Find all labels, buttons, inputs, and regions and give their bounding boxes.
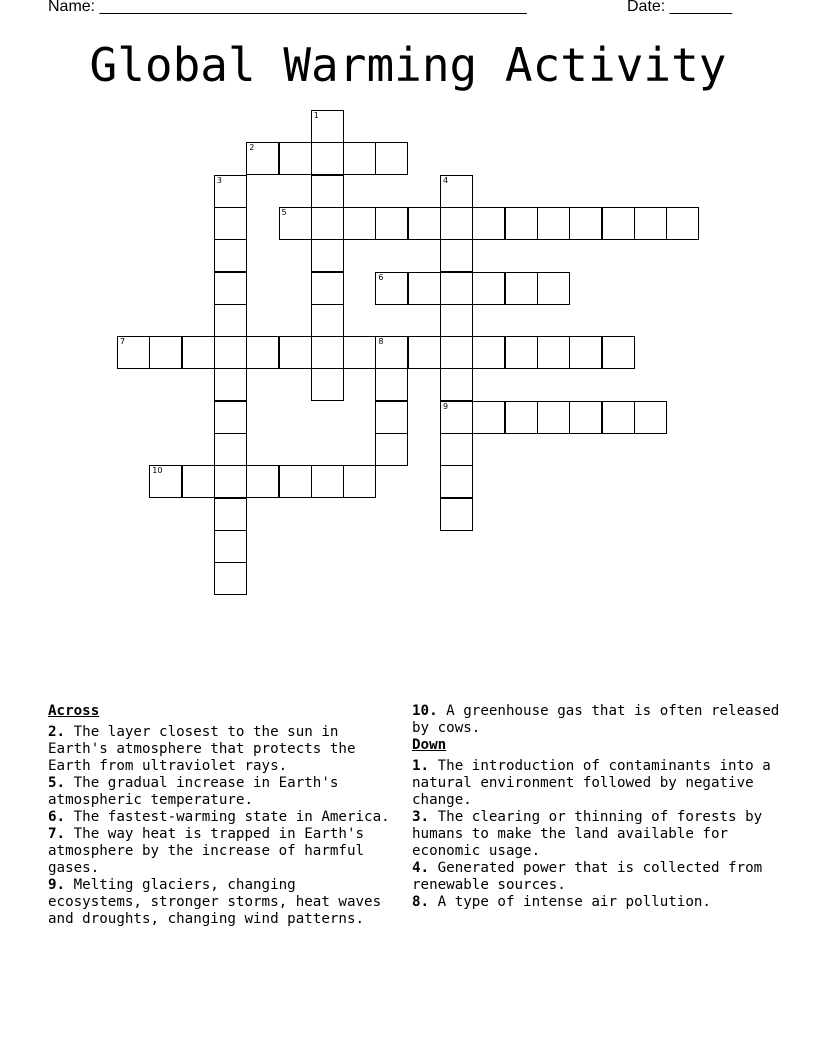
clue-text: A type of intense air pollution. [437,894,711,910]
grid-cell[interactable] [214,272,247,305]
clues-left-column [48,703,393,928]
clue-text: A greenhouse gas that is often released by cows. [412,703,780,736]
grid-cell[interactable] [408,336,441,369]
grid-cell[interactable] [279,465,312,498]
across-clue-6 [48,809,393,826]
clue-number: 2. [48,724,66,740]
grid-cell[interactable] [182,465,215,498]
grid-cell[interactable] [375,336,408,369]
clue-text: Generated power that is collected from renewable sources. [412,860,763,893]
clue-number: 5. [48,775,66,791]
cell-number: 10 [152,466,163,476]
grid-cell[interactable] [634,207,667,240]
clue-number: 3. [412,809,430,825]
grid-cell[interactable] [569,336,602,369]
grid-cell[interactable] [214,562,247,595]
grid-cell[interactable] [440,465,473,498]
grid-cell[interactable] [214,175,247,208]
clue-number: 6. [48,809,66,825]
grid-cell[interactable] [440,272,473,305]
grid-cell[interactable] [472,401,505,434]
grid-cell[interactable] [440,401,473,434]
clue-text: The way heat is trapped in Earth's atmosphere by the increase of harmful gases. [48,826,365,876]
grid-cell[interactable] [537,336,570,369]
grid-cell[interactable] [311,465,344,498]
clue-text: Melting glaciers, changing ecosystems, stronger storms, heat waves and droughts, changing wind patterns. [48,877,382,927]
grid-cell[interactable] [602,336,635,369]
clue-text: The layer closest to the sun in Earth's atmosphere that protects the Earth from ultraviolet rays. [48,724,356,774]
grid-cell[interactable] [214,530,247,563]
clue-number: 4. [412,860,430,876]
down-clue-3 [412,809,782,860]
grid-cell[interactable] [408,272,441,305]
grid-cell[interactable] [214,498,247,531]
across-heading: Across [48,703,100,719]
cell-number: 1 [313,111,319,120]
grid-cell[interactable] [602,401,635,434]
grid-cell[interactable] [375,272,408,305]
grid-cell[interactable] [311,175,344,208]
across-clue-5 [48,775,393,809]
clue-number: 10. [412,703,438,719]
grid-cell[interactable] [279,207,312,240]
clue-text: The fastest-warming state in America. [73,809,390,825]
grid-cell[interactable] [440,304,473,337]
grid-cell[interactable] [214,239,247,272]
grid-cell[interactable] [537,401,570,434]
grid-cell[interactable] [311,304,344,337]
grid-cell[interactable] [602,207,635,240]
grid-cell[interactable] [246,465,279,498]
grid-cell[interactable] [343,336,376,369]
clues-right-column [412,703,782,911]
grid-cell[interactable] [375,368,408,401]
grid-cell[interactable] [440,368,473,401]
cell-number: 7 [120,337,126,347]
grid-cell[interactable] [569,207,602,240]
clue-text: The gradual increase in Earth's atmospheric temperature. [48,775,339,808]
grid-cell[interactable] [440,175,473,208]
grid-cell[interactable] [246,336,279,369]
grid-cell[interactable] [666,207,699,240]
grid-cell[interactable] [343,465,376,498]
grid-cell[interactable] [311,207,344,240]
cell-number: 5 [281,207,287,217]
grid-cell[interactable] [279,336,312,369]
across-clue-2 [48,724,393,775]
down-clue-4 [412,860,782,894]
grid-cell[interactable] [472,272,505,305]
grid-cell[interactable] [311,336,344,369]
grid-cell[interactable] [214,304,247,337]
cell-number: 9 [443,401,449,411]
grid-cell[interactable] [505,272,538,305]
across-clue-9 [48,877,393,928]
clue-number: 9. [48,877,66,893]
grid-cell[interactable] [634,401,667,434]
grid-cell[interactable] [214,401,247,434]
cell-number: 4 [443,175,449,185]
grid-cell[interactable] [505,336,538,369]
clue-text: The clearing or thinning of forests by humans to make the land available for economic usage. [412,809,763,859]
grid-cell[interactable] [440,207,473,240]
grid-cell[interactable] [440,498,473,531]
down-clue-8 [412,894,782,911]
cell-number: 3 [216,175,222,185]
cell-number: 2 [249,143,255,153]
grid-cell[interactable] [537,272,570,305]
grid-cell[interactable] [440,433,473,466]
across-clue-10 [412,703,782,737]
grid-cell[interactable] [343,207,376,240]
grid-cell[interactable] [117,336,150,369]
grid-cell[interactable] [311,368,344,401]
grid-cell[interactable] [214,465,247,498]
grid-cell[interactable] [311,110,344,143]
grid-cell[interactable] [375,401,408,434]
cell-number: 8 [378,337,384,347]
grid-cell[interactable] [214,433,247,466]
grid-cell[interactable] [537,207,570,240]
date-field-label: Date: _______ [627,0,732,15]
clue-text: The introduction of contaminants into a natural environment followed by negative change. [412,758,771,808]
clue-number: 1. [412,758,430,774]
cell-number: 6 [378,272,384,282]
grid-cell[interactable] [375,433,408,466]
grid-cell[interactable] [149,336,182,369]
across-clue-7 [48,826,393,877]
grid-cell[interactable] [182,336,215,369]
grid-cell[interactable] [311,142,344,175]
grid-cell[interactable] [505,401,538,434]
clue-number: 7. [48,826,66,842]
grid-cell[interactable] [472,207,505,240]
grid-cell[interactable] [214,368,247,401]
grid-cell[interactable] [149,465,182,498]
grid-cell[interactable] [505,207,538,240]
name-field-label: Name: ________________________________________________ [48,0,527,15]
down-heading: Down [412,737,447,753]
grid-cell[interactable] [311,239,344,272]
grid-cell[interactable] [343,142,376,175]
grid-cell[interactable] [472,336,505,369]
grid-cell[interactable] [246,142,279,175]
grid-cell[interactable] [311,272,344,305]
grid-cell[interactable] [569,401,602,434]
grid-cell[interactable] [279,142,312,175]
grid-cell[interactable] [375,142,408,175]
grid-cell[interactable] [214,336,247,369]
grid-cell[interactable] [408,207,441,240]
grid-cell[interactable] [440,239,473,272]
clue-number: 8. [412,894,430,910]
down-clue-1 [412,758,782,809]
grid-cell[interactable] [375,207,408,240]
grid-cell[interactable] [440,336,473,369]
page-title: Global Warming Activity [89,38,727,92]
grid-cell[interactable] [214,207,247,240]
